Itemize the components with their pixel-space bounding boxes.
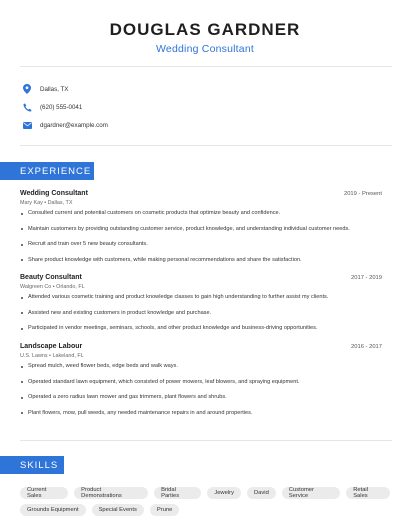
skill-chip: Product Demonstrations <box>74 487 148 499</box>
contact-location <box>22 80 382 98</box>
location-text: Dallas, TX <box>40 85 69 93</box>
job-entry <box>20 343 382 425</box>
list-item: Operated standard lawn equipment, which consisted of power mowers, leaf blowers, and spraying equipment. <box>20 379 382 395</box>
skill-chip: Special Events <box>92 504 144 516</box>
list-item: Maintain customers by providing outstanding customer service, product knowledge, and understanding individual customer needs. <box>20 226 382 242</box>
job-company: U.S. Lawns • Lakeland, FL <box>20 353 84 359</box>
list-item: Participated in vendor meetings, seminars, schools, and other product knowledge and business-driving opportunities. <box>20 325 382 341</box>
skill-chip: Bridal Parties <box>154 487 201 499</box>
map-pin-icon <box>22 84 32 94</box>
contact-email[interactable] <box>22 116 382 134</box>
job-entry <box>20 190 382 272</box>
job-title: Beauty Consultant <box>20 274 82 281</box>
divider <box>20 66 392 67</box>
skill-chip: Current Sales <box>20 487 68 499</box>
job-company: Walgreen Co • Orlando, FL <box>20 284 85 290</box>
list-item: Plant flowers, mow, pull weeds, any needed maintenance repairs in and around properties. <box>20 410 382 426</box>
job-dates: 2019 - Present <box>343 191 382 197</box>
divider <box>20 440 392 441</box>
skill-chip: Grounds Equipment <box>20 504 86 516</box>
contact-phone <box>22 98 382 116</box>
job-company: Mary Kay • Dallas, TX <box>20 200 73 206</box>
resume-header <box>0 20 410 55</box>
list-item: Operated a zero radius lawn mower and gas trimmers, plant flowers and shrubs. <box>20 394 382 410</box>
job-dates: 2016 - 2017 <box>351 344 382 350</box>
job-entry <box>20 274 382 341</box>
job-bullets <box>20 363 382 425</box>
skill-chip: David <box>247 487 276 499</box>
job-title: Landscape Labour <box>20 343 83 350</box>
list-item: Recruit and train over 5 new beauty consultants. <box>20 241 382 257</box>
skill-chip: Prune <box>150 504 179 516</box>
email-link[interactable]: dgardner@example.com <box>40 121 108 129</box>
skill-chip: Customer Service <box>282 487 340 499</box>
list-item: Consulted current and potential customers on cosmetic products that optimize beauty and confidence. <box>20 210 382 226</box>
job-dates: 2017 - 2019 <box>351 275 382 281</box>
candidate-role: Wedding Consultant <box>156 43 254 55</box>
list-item: Spread mulch, weed flower beds, edge beds and walk ways. <box>20 363 382 379</box>
list-item: Share product knowledge with customers, while making personal recommendations and share the satisfaction. <box>20 257 382 273</box>
job-bullets <box>20 294 382 341</box>
list-item: Attended various cosmetic training and product knowledge classes to gain high understanding to further assist my clients. <box>20 294 382 310</box>
job-title: Wedding Consultant <box>20 190 88 197</box>
phone-icon <box>22 102 32 112</box>
skill-chip: Jewelry <box>207 487 241 499</box>
candidate-name: DOUGLAS GARDNER <box>109 20 301 39</box>
job-bullets <box>20 210 382 272</box>
skill-chip: Retail Sales <box>346 487 390 499</box>
skills-list <box>20 487 390 521</box>
divider <box>20 145 392 146</box>
skills-heading: SKILLS <box>0 456 64 474</box>
envelope-icon <box>22 120 32 130</box>
phone-text: (620) 555-0041 <box>40 103 83 111</box>
contact-block <box>22 80 382 134</box>
list-item: Assisted new and existing customers in product knowledge and purchase. <box>20 310 382 326</box>
experience-heading: EXPERIENCE <box>0 162 94 180</box>
